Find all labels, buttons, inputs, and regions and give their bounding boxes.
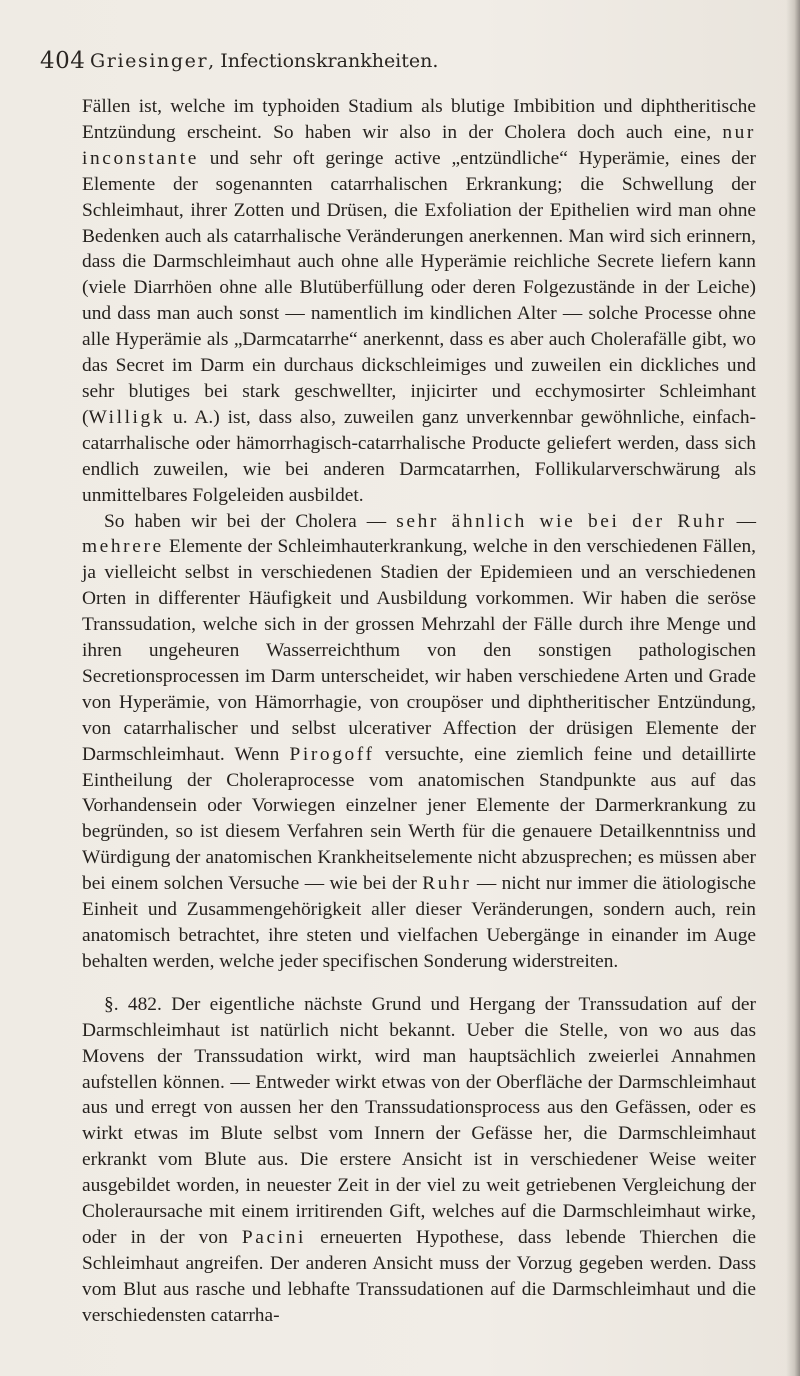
text-run: Fällen ist, welche im typhoiden Stadium als blutige Imbibition und diphtheritische Entzündung erscheint. So haben wir also in der Cholera doch auch eine,	[82, 96, 756, 143]
author-name-spaced: Willigk	[88, 406, 166, 428]
text-run: und sehr oft geringe active „entzündliche“ Hyperämie, eines der Elemente der sogenannten catarrhalischen Erkrankung; die Schwellung der Schleimhaut, ihrer Zotten und Drüsen, die Exfoliation der Epithelien wird man ohne Bedenken auch als catarrhalische Veränderungen anerkennen. Man wird sich erinnern, dass die Darmschleimhaut auch ohne alle Hyperämie reichliche Secrete liefern kann (viele Diarrhöen ohne alle Blutüberfüllung oder deren Folgezustände in der Leiche) und dass man auch sonst — namentlich im kindlichen Alter — solche Processe ohne alle Hyperämie als „Darmcatarrhe“ anerkennt, dass es aber auch Cholerafälle gibt, wo das Secret im Darm ein durchaus dickschleimiges und zuweilen ein dickliches und sehr blutiges bei stark geschwellter, injicirter und ecchymosirter Schleimhant (	[82, 147, 756, 428]
text-run: Elemente der Schleimhauterkrankung, welche in den verschiedenen Fällen, ja vielleicht selbst in verschiedenen Stadien der Epidemieen und an verschiedenen Orten in differenter Häufigkeit und Ausbildung vorkommen. Wir haben die seröse Transsudation, welche sich in der grossen Mehrzahl der Fälle durch ihre Menge und ihren ungeheuren Wasserreichthum von den sonstigen pathologischen Secretionsprocessen im Darm unterscheidet, wir haben verschiedene Arten und Grade von Hyperämie, von Hämorrhagie, von croupöser und diphtheritischer Entzündung, von catarrhalischer und selbst ulcerativer Affection der drüsigen Elemente der Darmschleimhaut. Wenn	[82, 536, 756, 765]
author-name-spaced: Pacini	[241, 1226, 306, 1248]
emphasis-spaced: nur inconstante	[82, 121, 756, 169]
body-text	[82, 94, 756, 1329]
emphasis-spaced: mehrere	[82, 536, 164, 558]
text-run: —	[726, 510, 756, 532]
text-run: So haben wir bei der Cholera —	[104, 510, 397, 532]
running-head-author: Griesinger	[90, 50, 209, 72]
text-run: — nicht nur immer die ätiologische Einheit und Zusammengehörigkeit aller dieser Veränderungen, sondern auch, rein anatomisch betrachtet, ihre steten und vielfachen Uebergänge in einander im Auge behalten werden, welche jeder specifischen Sonderung widerstreiten.	[82, 873, 756, 972]
running-title: Griesinger, Infectionskrankheiten.	[90, 50, 439, 72]
running-head-title: Infectionskrankheiten.	[220, 50, 439, 72]
text-run: erneuerten Hypothese, dass lebende Thierchen die Schleimhaut angreifen. Der anderen Ansicht muss der Vorzug gegeben werden. Dass vom Blut aus rasche und lebhafte Transsudationen auf die Darmschleimhaut und die verschiedensten catarrha-	[82, 1226, 756, 1326]
running-head	[40, 46, 760, 80]
paragraph-section-482	[82, 992, 756, 1329]
page-number: 404	[40, 48, 86, 74]
emphasis-spaced: sehr ähnlich wie bei der Ruhr	[396, 510, 727, 532]
author-name-spaced: Pirogoff	[289, 743, 375, 765]
emphasis-spaced: Ruhr	[422, 873, 472, 895]
paragraph-1	[82, 94, 756, 509]
page-edge-shadow	[786, 0, 800, 1376]
text-run: versuchte, eine ziemlich feine und detaillirte Eintheilung der Choleraprocesse vom anatomischen Standpunkte aus auf das Vorhandensein oder Vorwiegen einzelner jener Elemente der Darmerkrankung zu begründen, so ist diesem Verfahren sein Werth für die genauere Detailkenntniss und Würdigung der anatomischen Krankheitselemente nicht abzusprechen; es müssen aber bei einem solchen Versuche — wie bei der	[82, 743, 756, 895]
text-run: u. A.) ist, dass also, zuweilen ganz unverkennbar gewöhnliche, einfach-catarrhalische oder hämorrhagisch-catarrhalische Producte geliefert werden, dass sich endlich zuweilen, wie bei anderen Darmcatarrhen, Follikularverschwärung als unmittelbares Folgeleiden ausbildet.	[82, 406, 756, 506]
text-run: §. 482. Der eigentliche nächste Grund und Hergang der Transsudation auf der Darmschleimhaut ist natürlich nicht bekannt. Ueber die Stelle, von wo aus das Movens der Transsudation wirkt, wird man hauptsächlich zweierlei Annahmen aufstellen können. — Entweder wirkt etwas von der Oberfläche der Darmschleimhaut aus und erregt von aussen her den Transsudationsprocess aus den Gefässen, oder es wirkt etwas im Blute selbst vom Innern der Gefässe her, die Darmschleimhaut erkrankt vom Blute aus. Die erstere Ansicht ist in verschiedener Weise weiter ausgebildet worden, in neuester Zeit in der viel zu weit getriebenen Vergleichung der Choleraursache mit einem irritirenden Gift, welches auf die Darmschleimhaut wirke, oder in der von	[82, 993, 756, 1248]
paragraph-2	[82, 509, 756, 975]
